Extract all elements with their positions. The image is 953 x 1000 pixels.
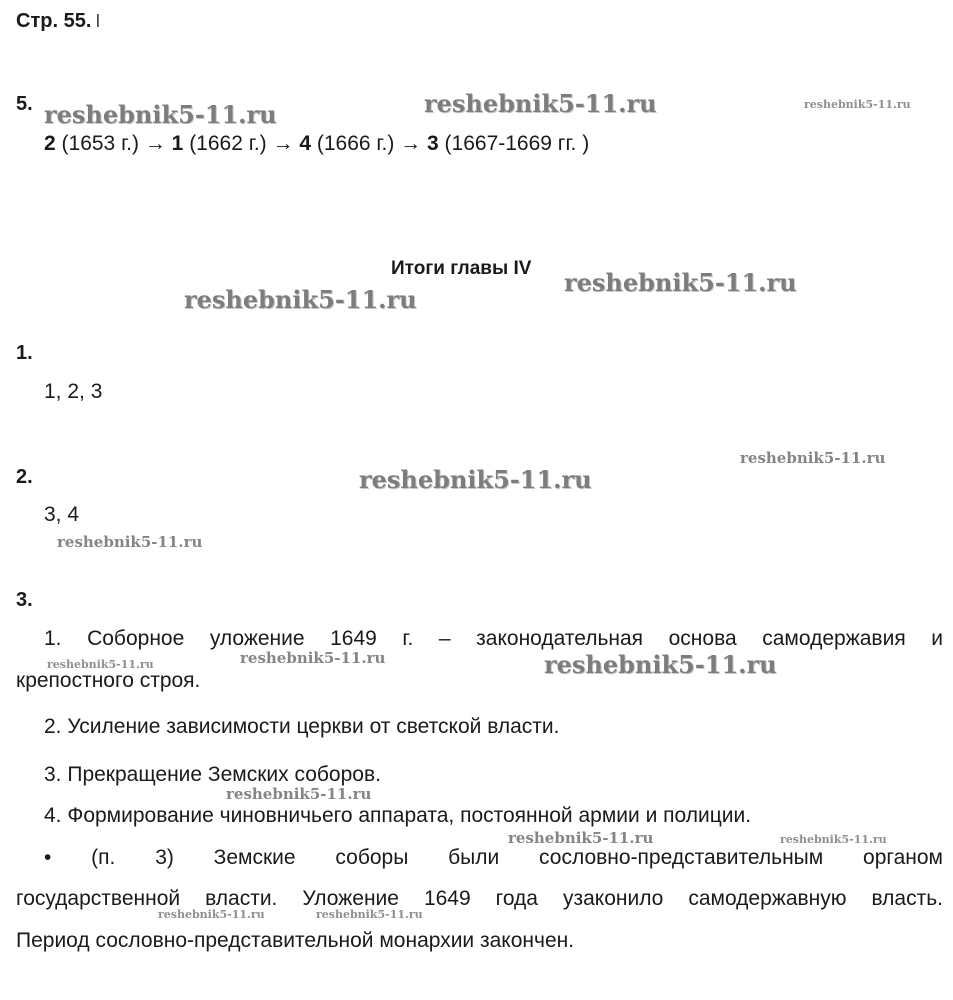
watermark: reshebnik5-11.ru [184,285,417,314]
chain-step-number: 2 [44,132,56,155]
watermark: reshebnik5-11.ru [240,649,386,667]
chain-step-date: (1667-1669 гг. ) [438,132,590,155]
section-title: Итоги главы IV [391,258,532,279]
watermark: reshebnik5-11.ru [544,650,777,679]
watermark: reshebnik5-11.ru [804,98,911,111]
question-3-point-1-line-2: крепостного строя. [16,669,201,692]
watermark: reshebnik5-11.ru [316,908,423,921]
question-3-point-4: 4. Формирование чиновничьего аппарата, постоянной армии и полиции. [44,804,752,827]
watermark: reshebnik5-11.ru [158,908,265,921]
question-2-answer: 3, 4 [44,503,80,526]
question-3-note-line-3: Период сословно-представительной монархии закончен. [16,929,575,952]
question-3-point-3: 3. Прекращение Земских соборов. [44,763,381,786]
watermark: reshebnik5-11.ru [780,833,887,846]
watermark: reshebnik5-11.ru [47,658,154,671]
chain-step-number: 1 [171,132,184,155]
watermark: reshebnik5-11.ru [564,268,797,297]
question-2-number: 2. [16,466,33,488]
task-5-chain [44,132,589,156]
watermark: reshebnik5-11.ru [226,785,372,803]
chain-step-date: (1662 г.) → [183,132,300,155]
watermark: reshebnik5-11.ru [508,829,654,847]
question-3-point-1-line-1: 1. Соборное уложение 1649 г. – законодательная основа самодержавия и [44,627,943,650]
text-cursor: I [95,11,101,31]
chain-step-number: 4 [299,132,312,155]
watermark: reshebnik5-11.ru [359,465,592,494]
chain-step-date: (1653 г.) → [55,132,172,155]
question-3-note-line-1: • (п. 3) Земские соборы были сословно-представительным органом [44,846,943,869]
chain-step-date: (1666 г.) → [311,132,428,155]
question-3-point-2: 2. Усиление зависимости церкви от светской власти. [44,715,560,738]
question-1-answer: 1, 2, 3 [44,380,103,403]
watermark: reshebnik5-11.ru [57,533,203,551]
watermark: reshebnik5-11.ru [424,89,657,118]
watermark: reshebnik5-11.ru [740,449,886,467]
chain-step-number: 3 [427,132,439,155]
question-3-note-line-2: государственной власти. Уложение 1649 года узаконило самодержавную власть. [16,887,943,910]
question-1-number: 1. [16,342,33,364]
task-5-number: 5. [16,93,33,115]
page-header [16,10,100,33]
page-label: Стр. 55. [16,10,92,32]
question-3-number: 3. [16,589,33,611]
watermark: reshebnik5-11.ru [44,100,277,129]
